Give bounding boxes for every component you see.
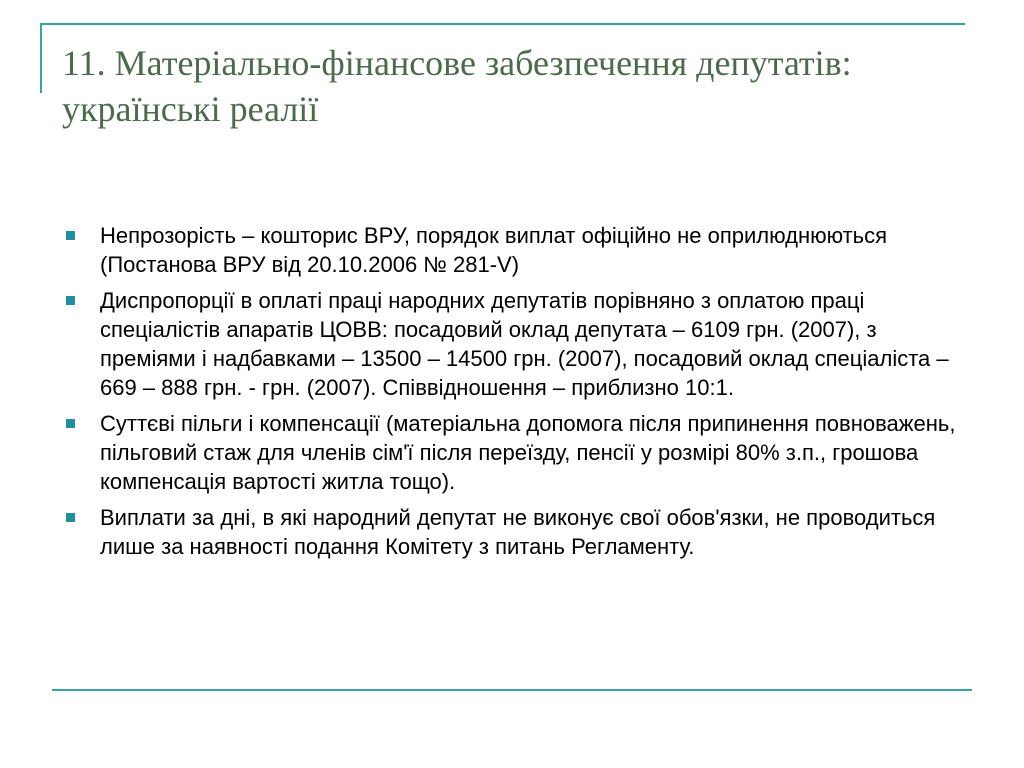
bottom-decorative-rule — [52, 689, 972, 691]
square-bullet-icon — [66, 419, 75, 428]
bullet-text: Суттєві пільги і компенсації (матеріальна допомога після припинення повноважень, пільговий стаж для членів сім'ї після переїзду, пенсії у розмірі 80% з.п., грошова компенсація вартості житла тощо). — [100, 411, 956, 494]
bullet-text: Виплати за дні, в які народний депутат не виконує свої обов'язки, не проводиться лише за наявності подання Комітету з питань Регламенту. — [100, 505, 936, 559]
square-bullet-icon — [66, 231, 75, 240]
bullet-item-2 — [62, 286, 962, 402]
bullet-text: Диспропорції в оплаті праці народних депутатів порівняно з оплатою праці спеціалістів апаратів ЦОВВ: посадовий оклад депутата – 6109 грн. (2007), з преміями і надбавками – 13500 – 14500 грн. (2007), посадовий оклад спеціаліста – 669 – 888 грн. - грн. (2007). Співвідношення – приблизно 10:1. — [100, 288, 949, 400]
bullet-item-1 — [62, 221, 962, 279]
top-decorative-rule — [40, 23, 965, 25]
left-decorative-rule — [40, 23, 42, 93]
square-bullet-icon — [66, 296, 75, 305]
square-bullet-icon — [66, 513, 75, 522]
bullet-item-3 — [62, 409, 962, 496]
bullet-item-4 — [62, 503, 962, 561]
bullet-list — [62, 221, 962, 568]
slide-title: 11. Матеріально-фінансове забезпечення депутатів: українські реалії — [62, 43, 852, 129]
bullet-text: Непрозорість – кошторис ВРУ, порядок виплат офіційно не оприлюднюються (Постанова ВРУ від 20.10.2006 № 281-V) — [100, 223, 888, 277]
